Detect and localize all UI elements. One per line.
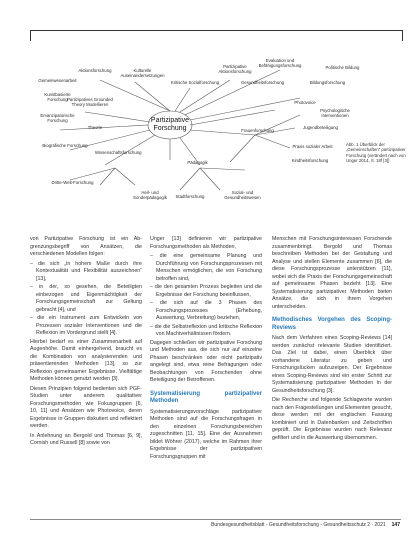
- concept-map-figure: [30, 50, 401, 220]
- node-gemeinwesenarbeit: Gemeinwesenarbeit: [38, 78, 77, 83]
- node-paedagogik: Pädagogik: [187, 160, 208, 165]
- section-heading: Methodisches Vorgehen des Scoping-Reviews: [272, 317, 392, 331]
- section-heading: Systematisierung partizipativer Methoden: [150, 390, 262, 404]
- node-kunstbasierte: Kunstbasierte Forschung: [44, 92, 71, 102]
- col3-paragraph: Nach dem Verfahren eines Scoping-Reviews [14] werden zunächst relevante Studien identifiziert. Das Ziel ist dabei, einen Überblick über vorhandene Literatur zu geben und Forschungslücken aufzuzeigen. Der Ergebnisse eines Scoping-Reviews sind ein erster Schritt zur Systematisierung partizipativer Methoden in der Gesundheitsforschung [3].: [272, 335, 392, 394]
- node-gesundheitsforschung: Gesundheitsforschung: [241, 80, 284, 85]
- col1-intro: von Partizipative Forschung ist ein Ab- grenzungsbegriff von Ansätzen, die verschiedenen Modellen folgen:: [30, 236, 142, 257]
- node-stadtforschung: Stadtforschung: [175, 194, 205, 199]
- column-1: [30, 236, 142, 450]
- node-frauenforschung: Frauenforschung: [241, 128, 274, 133]
- list-item: – die die Selbstreflexion und kritische Reflexion von Machtverhältnissen fördern.: [156, 324, 262, 339]
- node-wissenschaftsforschung: Wissenschaftsforschung: [95, 150, 142, 155]
- list-item: – die sich auf die 3 Phasen des Forschungsprozesses (Erhebung, Auswertung, Verbreitung) beziehen,: [156, 300, 262, 323]
- col2-paragraph: Systematisierungsvorschläge partizipativer Methoden sind auf die Forschungsfragen in den einzelnen Forschungsbereichen zugeschnitten [11, 15]. Eine der Ausnahmen bildet Wöhrer (2017), welche im Rahmen ihrer Ergebnisse der partizipativen Forschungsgruppen mit: [150, 408, 262, 460]
- node-theorie: Theorie: [87, 125, 103, 130]
- col1-paragraph: Hierbei bedarf es einer Zusammenarbeit auf Augenhöhe. Damit einhergehend, braucht es die Kombination von analysierenden und präsentierenden Methoden [13], so zur Reflexion gemeinsamer Ergebnisse. Vielfältige Methoden können genutzt werden [3].: [30, 338, 142, 382]
- column-3: [272, 236, 392, 444]
- column-2: [150, 236, 262, 463]
- node-politische-bildung: Politische Bildung: [325, 65, 360, 70]
- page-footer: [130, 522, 400, 528]
- node-praxis-sozialer-arbeit: Praxis sozialer Arbeit: [292, 144, 333, 149]
- node-jugendbeteiligung: Jugendbeteiligung: [303, 125, 338, 130]
- node-partizipative-aktionsforschung: Partizipative Aktionsforschung: [218, 64, 252, 74]
- node-heil-sonderpaedagogik: Heil- und Sonderpädagogik: [133, 190, 167, 200]
- node-kulturelle: Kulturelle Auseinandersetzungen: [120, 68, 165, 78]
- footer-rule: [30, 519, 401, 520]
- node-kritische-sozialforschung: Kritische Sozialforschung: [170, 80, 220, 85]
- list-item: – die eine gemeinsame Planung und Durchführung von Forschungsprozessen mit Menschen ermöglichen, die von Forschung betroffen sind,: [156, 253, 262, 283]
- col1-paragraph: In Anlehnung an Bergold und Thomas [6, 9], Cornish und Russell [8] sowie von: [30, 432, 142, 446]
- node-dritte-welt: Dritte-Welt-Forschung: [51, 180, 94, 185]
- node-photovoice: Photovoice: [294, 100, 316, 105]
- col2-paragraph: Dagegen schließen wir partizipative Forschung und Methoden aus, die sich nur auf einzelne Phasen beschränken oder nicht partizipativ angelegt sind, etwa reine Befragungen oder Beobachtungen von Forschenden ohne Beteiligung der Betroffenen.: [150, 339, 262, 383]
- node-grounded-theory: Partizipatives Grounded Theory Modellieren: [67, 97, 113, 107]
- figure-caption: Abb. 1 Überblick der „Gemeinschaften“ partizipativer Forschung (verändert nach von Unger 2014, S. 18f [3]): [346, 142, 406, 164]
- node-psych-interventionen: Psychologische Interventionen: [320, 108, 350, 118]
- col1-paragraph: Diesen Prinzipien folgend bedienten sich PGF-Studien unter anderem qualitativer Forschungsmethoden wie Fokusgruppen [6, 10, 11] und Ansätzen wie Photovoice, deren Ergebnisse in Gruppen diskutiert und reflektiert werden.: [30, 385, 142, 429]
- node-biografische: Biografische Forschung: [42, 143, 88, 148]
- center-label: Partizipative Forschung: [150, 117, 190, 132]
- node-sozial-gesundheitswesen: Sozial- und Gesundheitswesen: [224, 190, 261, 200]
- page-number: 147: [391, 522, 400, 528]
- col2-bullet-list: [150, 253, 262, 339]
- node-aktionsforschung: Aktionsforschung: [78, 68, 112, 73]
- list-item: – in der, so gesehen, die Beteiligten einbezogen und Eigenmächtigkeit der Forschungsgemeinschaft zur Geltung gebracht [4], und: [36, 284, 142, 314]
- col1-bullet-list: [30, 261, 142, 338]
- journal-name: Bundesgesundheitsblatt - Gesundheitsforschung - Gesundheitsschutz 2 · 2021: [211, 522, 386, 528]
- node-evaluation: Evaluation und Befähigungsforschung: [258, 58, 302, 68]
- header-rule: [30, 30, 403, 41]
- node-emanzipatorische: Emanzipatorische Forschung: [40, 113, 75, 123]
- node-bildungsforschung: Bildungsforschung: [309, 80, 346, 85]
- list-item: – die ein Instrument zum Entwickeln von Prozessen sozialer Interventionen und die Reflexion im Vordergrund stellt [4].: [36, 315, 142, 338]
- list-item: – die den gesamten Prozess begleiten und die Ergebnisse der Forschung beeinflussen,: [156, 284, 262, 299]
- concept-map-lines: [30, 50, 401, 220]
- list-item: – die sich „in hohem Maße durch ihre Kontextualität und Flexibilität auszeichnen“ [13],: [36, 261, 142, 284]
- node-kindheitsforschung: Kindheitsforschung: [291, 158, 329, 163]
- col2-paragraph: Unger [13] definieren wir partizipative Forschungsmethoden als Methoden,: [150, 236, 262, 250]
- col3-paragraph: Menschen mit Forschungsinteressen Forschende zusammenbringt. Bergold und Thomas beschreiben Methoden bei der Gestaltung und Analyse und stellen Elemente zusammen [6], die diese Forschungsprozesse unterstützen [11], wobei sich die Praxis der Forschungsgemeinschaft auf gemeinsame Phasen bezieht [13]. Eine Systematisierung partizipativer Methoden bieten Ansätze, die sich in ihrem Vorgehen unterscheiden.: [272, 236, 392, 310]
- col3-paragraph: Die Recherche und folgende Schlagworte wurden nach den Fragestellungen und Elementen gesucht, diese werden mit der englischen Fassung kombiniert und in Datenbanken und Zeitschriften geprüft. Die Ergebnisse wurden nach Relevanz gefiltert und in die Auswertung übernommen.: [272, 397, 392, 441]
